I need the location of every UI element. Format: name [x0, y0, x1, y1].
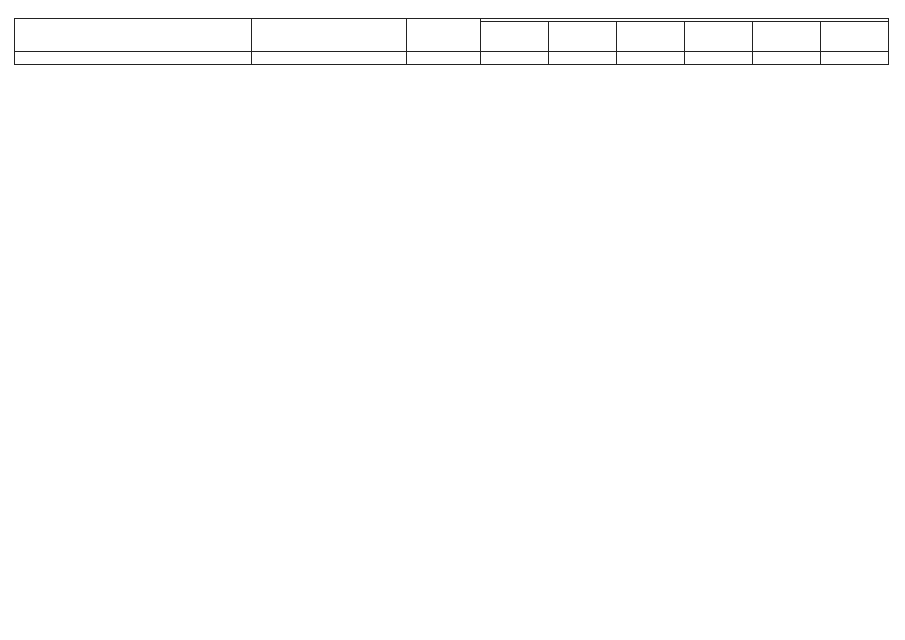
header-year	[753, 22, 821, 52]
header-funding-source	[407, 19, 481, 52]
column-number	[821, 52, 889, 65]
budget-table	[14, 18, 889, 65]
column-number	[407, 52, 481, 65]
column-number	[549, 52, 617, 65]
header-year	[549, 22, 617, 52]
column-number	[481, 52, 549, 65]
column-number	[15, 52, 252, 65]
column-number	[685, 52, 753, 65]
column-number	[617, 52, 685, 65]
header-executor	[252, 19, 407, 52]
header-program-name	[15, 19, 252, 52]
header-year	[481, 22, 549, 52]
header-year	[685, 22, 753, 52]
header-total	[821, 22, 889, 52]
column-number	[753, 52, 821, 65]
column-number	[252, 52, 407, 65]
header-year	[617, 22, 685, 52]
